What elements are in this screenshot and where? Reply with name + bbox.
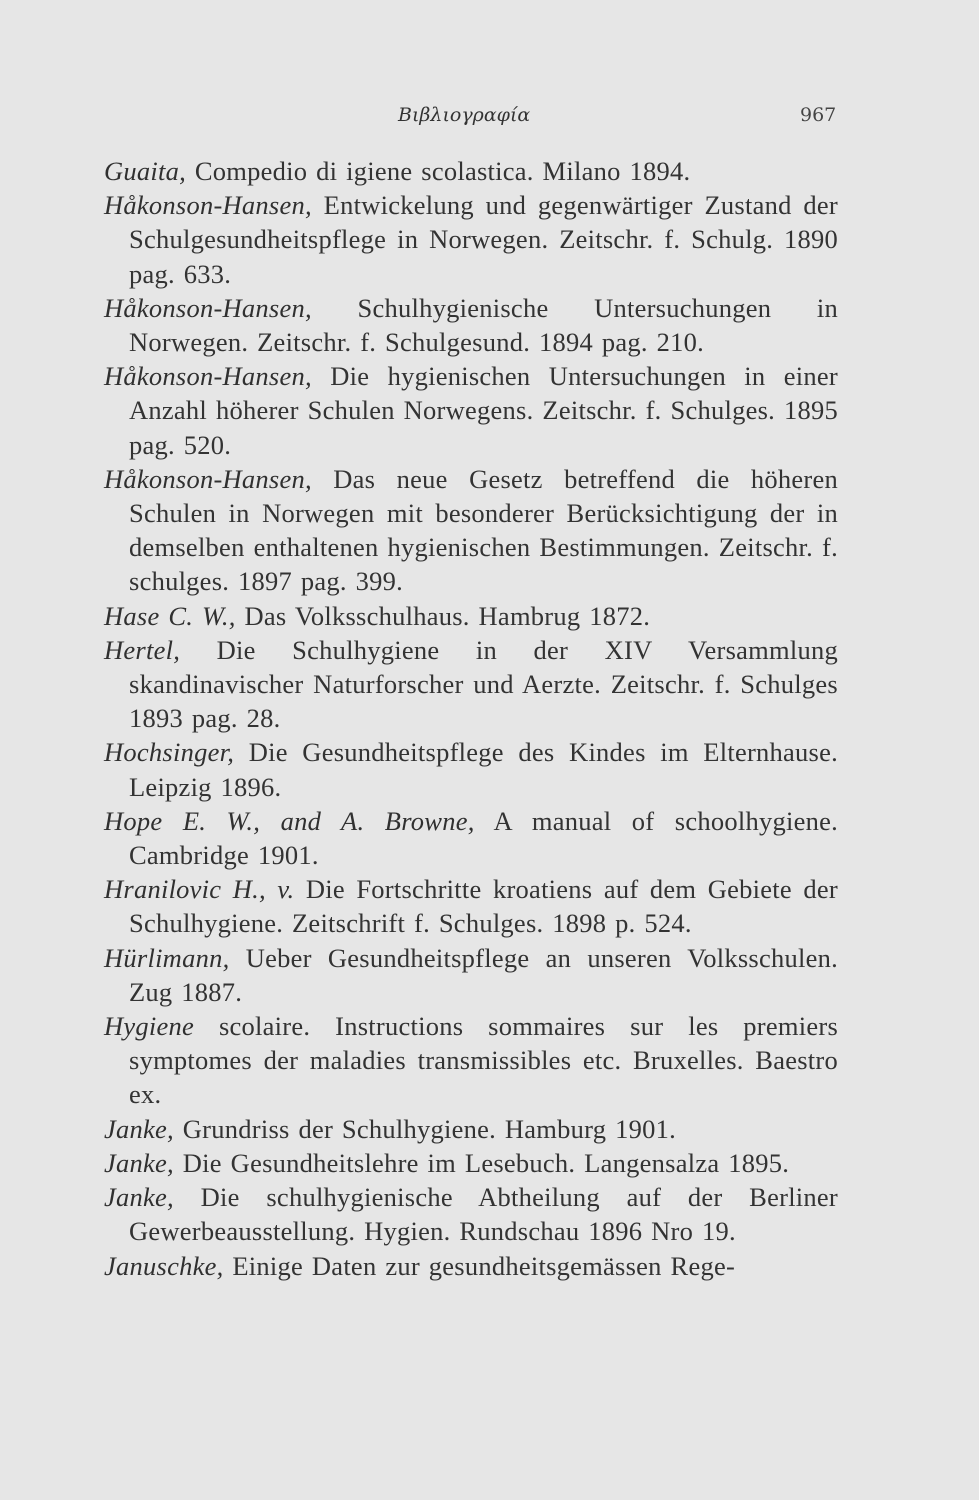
- entry-author: Hürlimann,: [104, 942, 230, 973]
- bibliography-entry: [104, 291, 838, 359]
- entry-author: Janke,: [104, 1147, 174, 1178]
- bibliography-entry: [104, 941, 838, 1009]
- entry-author: Håkonson-Hansen,: [104, 463, 312, 494]
- entry-author: Håkonson-Hansen,: [104, 190, 312, 221]
- entry-author: Hygiene: [104, 1011, 195, 1042]
- entry-author: Håkonson-Hansen,: [104, 361, 312, 392]
- entry-text: Entwickelung und gegenwärtiger Zustand der Schulgesundheitspflege in Norwegen. Zeitschr. f. Schulg. 1890 pag. 633.: [129, 190, 838, 289]
- bibliography-entry: [104, 462, 838, 599]
- entry-author: Håkonson-Hansen,: [104, 292, 312, 323]
- entry-author: Hope E. W., and A. Browne,: [104, 805, 475, 836]
- entry-author: Januschke,: [104, 1250, 224, 1281]
- bibliography-entry: [104, 1180, 838, 1248]
- running-title: Βιβλιογραφία: [398, 104, 531, 126]
- bibliography-entry: [104, 804, 838, 872]
- bibliography-entry: [104, 188, 838, 291]
- entry-text: A manual of schoolhygiene. Cambridge 1901.: [129, 805, 838, 871]
- entry-text: Die Gesundheitslehre im Lesebuch. Langensalza 1895.: [182, 1147, 790, 1178]
- running-head: [0, 104, 979, 134]
- page-number: 967: [800, 104, 837, 126]
- bibliography-entry: [104, 633, 838, 736]
- bibliography-entry: [104, 154, 838, 188]
- bibliography-entry: [104, 1146, 838, 1180]
- entry-text: Die hygienischen Untersuchungen in einer Anzahl höherer Schulen Norwegens. Zeitschr. f. Schulges. 1895 pag. 520.: [129, 361, 838, 460]
- bibliography-entry: [104, 872, 838, 940]
- entry-author: Hase C. W.,: [104, 600, 236, 631]
- entry-author: Hertel,: [104, 634, 181, 665]
- entry-author: Janke,: [104, 1113, 174, 1144]
- bibliography-list: [104, 154, 838, 1283]
- bibliography-entry: [104, 735, 838, 803]
- bibliography-entry: [104, 359, 838, 462]
- entry-author: Janke,: [104, 1182, 174, 1213]
- entry-text: Ueber Gesundheitspflege an unseren Volksschulen. Zug 1887.: [129, 942, 838, 1007]
- entry-text: Schulhygienische Untersuchungen in Norwegen. Zeitschr. f. Schulgesund. 1894 pag. 210.: [129, 292, 838, 358]
- entry-text: Das neue Gesetz betreffend die höheren Schulen in Norwegen mit besonderer Berücksichtigung der in demselben enthaltenen hygienischen Bestimmungen. Zeitschr. f. schulges. 1897 pag. 399.: [129, 463, 839, 597]
- entry-text: Compedio di igiene scolastica. Milano 1894.: [194, 156, 691, 186]
- entry-text: Das Volksschulhaus. Hambrug 1872.: [244, 600, 651, 631]
- bibliography-entry: [104, 1112, 838, 1146]
- entry-author: Hochsinger,: [104, 737, 235, 768]
- entry-text: Einige Daten zur gesundheitsgemässen Rege-: [232, 1250, 736, 1281]
- entry-text: Die Fortschritte kroatiens auf dem Gebiete der Schulhygiene. Zeitschrift f. Schulges. 1898 p. 524.: [129, 874, 838, 939]
- entry-text: Die schulhygienische Abtheilung auf der Berliner Gewerbeausstellung. Hygien. Rundschau 1896 Nro 19.: [129, 1182, 839, 1247]
- entry-text: Grundriss der Schulhygiene. Hamburg 1901.: [182, 1113, 677, 1144]
- bibliography-entry: [104, 599, 838, 633]
- bibliography-entry: [104, 1249, 838, 1283]
- entry-author: Guaita,: [104, 156, 186, 186]
- entry-text: Die Schulhygiene in der XIV Versammlung skandinavischer Naturforscher und Aerzte. Zeitschr. f. Schulges 1893 pag. 28.: [129, 634, 839, 734]
- bibliography-entry: [104, 1009, 838, 1112]
- entry-author: Hranilovic H., v.: [104, 874, 295, 905]
- entry-text: Die Gesundheitspflege des Kindes im Elternhause. Leipzig 1896.: [129, 737, 839, 802]
- entry-text: scolaire. Instructions sommaires sur les premiers symptomes der maladies transmissibles etc. Bruxelles. Baestro ex.: [129, 1011, 839, 1110]
